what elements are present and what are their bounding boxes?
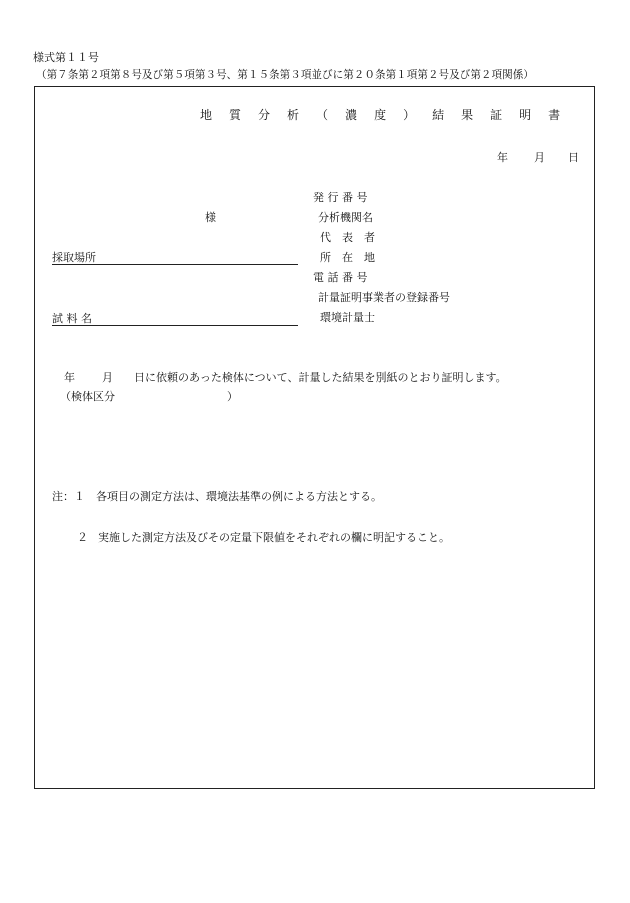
date-day: 日 bbox=[568, 151, 579, 164]
phone-label: 電 話 番 号 bbox=[313, 271, 368, 284]
representative-label: 代 表 者 bbox=[320, 231, 375, 244]
note-1: 注：１ 各項目の測定方法は、環境法基準の例による方法とする。 bbox=[52, 490, 382, 503]
note-2-number: ２ bbox=[77, 531, 88, 544]
specimen-category-close: ） bbox=[227, 390, 238, 403]
statement-month: 月 bbox=[102, 371, 113, 384]
form-number: 様式第１１号 bbox=[33, 51, 99, 64]
specimen-category-open: （検体区分 bbox=[60, 390, 115, 403]
address-label: 所 在 地 bbox=[320, 251, 375, 264]
statement-text: 日に依頼のあった検体について、計量した結果を別紙のとおり証明します。 bbox=[134, 371, 507, 384]
legal-reference: （第７条第２項第８号及び第５項第３号、第１５条第３項並びに第２０条第１項第２号及び第２項関係） bbox=[36, 69, 534, 81]
engineer-label: 環境計量士 bbox=[320, 311, 375, 324]
sample-name-label: 試 料 名 bbox=[52, 312, 92, 325]
sampling-place-label: 採取場所 bbox=[52, 251, 96, 264]
sample-name-underline bbox=[52, 325, 298, 326]
sampling-place-underline bbox=[52, 264, 298, 265]
issue-number-label: 発 行 番 号 bbox=[313, 191, 368, 204]
date-year: 年 bbox=[497, 151, 508, 164]
registration-label: 計量証明事業者の登録番号 bbox=[318, 291, 450, 304]
date-month: 月 bbox=[534, 151, 545, 164]
lab-name-label: 分析機関名 bbox=[318, 211, 373, 224]
addressee-suffix: 様 bbox=[205, 211, 216, 224]
note-2: 実施した測定方法及びその定量下限値をそれぞれの欄に明記すること。 bbox=[98, 531, 450, 544]
statement-year: 年 bbox=[64, 371, 75, 384]
certificate-title: 地 質 分 析 （ 濃 度 ） 結 果 証 明 書 bbox=[200, 108, 567, 122]
